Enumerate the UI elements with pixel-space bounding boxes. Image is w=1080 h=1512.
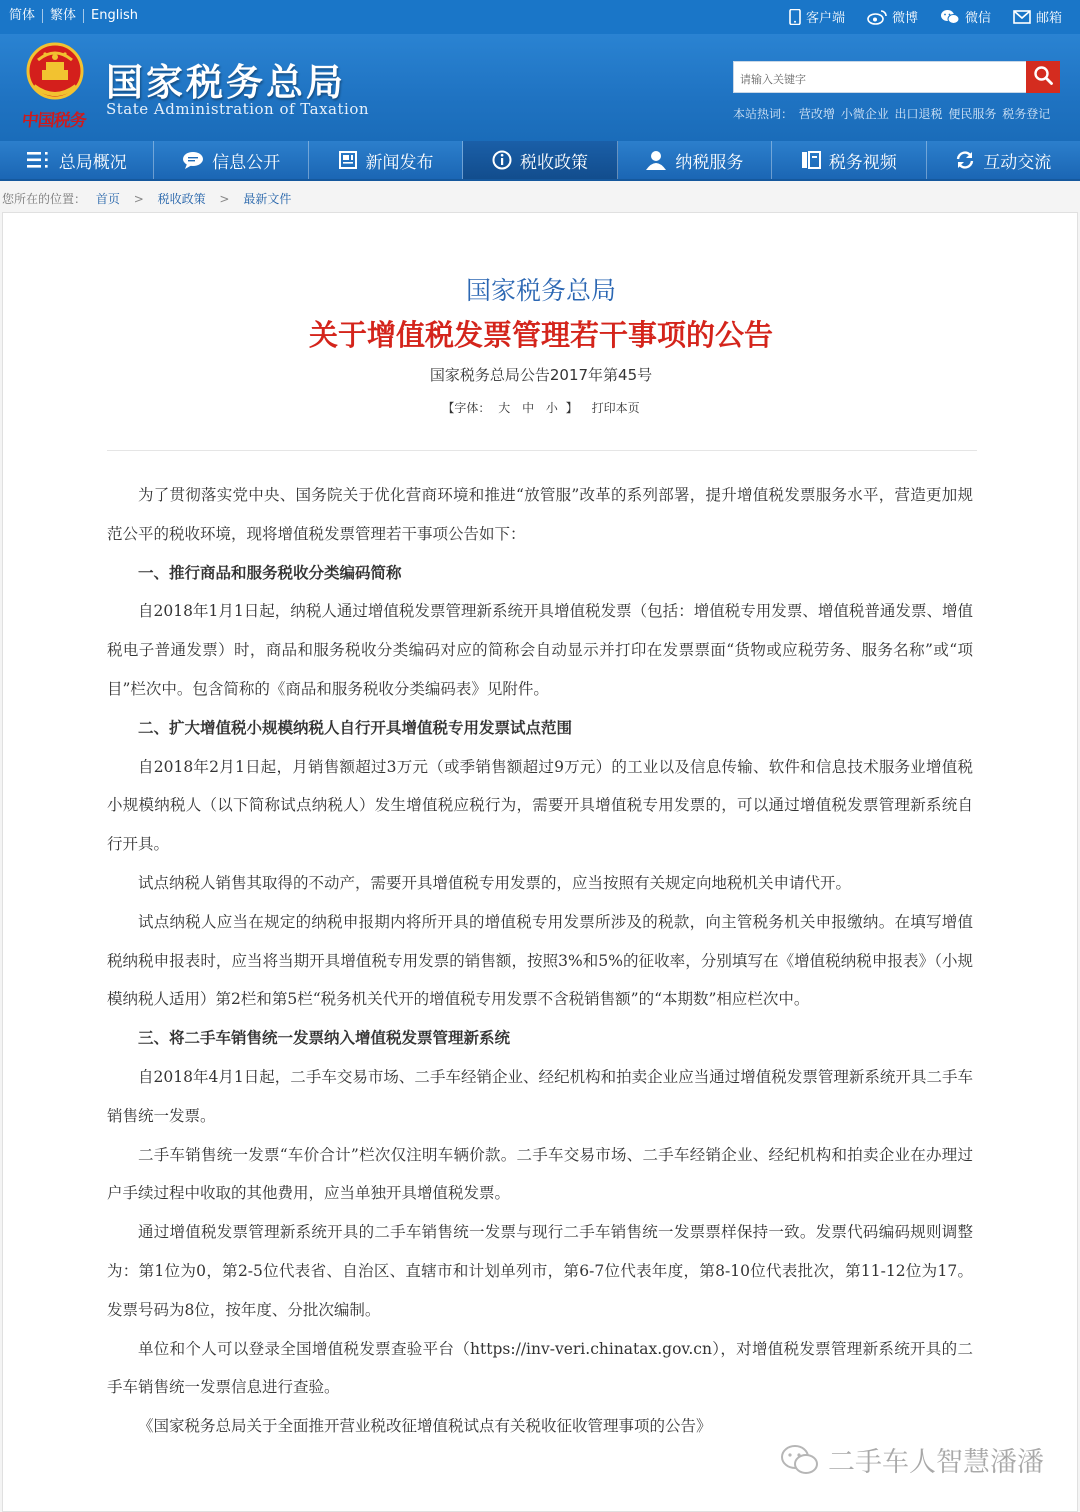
chat-icon — [182, 151, 204, 169]
article-paragraph: 二手车销售统一发票“车价合计”栏次仅注明车辆价款。二手车交易市场、二手车经销企业、经纪机构和拍卖企业在办理过户手续过程中收取的其他费用，应当单独开具增值税发票。 — [107, 1145, 973, 1203]
wechat-watermark-icon — [780, 1444, 820, 1476]
breadcrumb-home-link[interactable]: 首页 — [95, 192, 120, 206]
mail-link[interactable]: 邮箱 — [1013, 7, 1062, 26]
nav-item-interaction[interactable]: 互动交流 — [927, 141, 1080, 179]
hotword-link[interactable]: 便民服务 — [948, 107, 997, 121]
main-nav — [0, 141, 1080, 181]
site-header — [0, 34, 1080, 141]
language-switcher — [2, 9, 145, 23]
section-heading: 二、扩大增值税小规模纳税人自行开具增值税专用发票试点范围 — [138, 718, 573, 737]
top-links — [789, 7, 1062, 26]
article-paragraph: 为了贯彻落实党中央、国务院关于优化营商环境和推进“放管服”改革的系列部署，提升增值税发票服务水平，营造更加规范公平的税收环境，现将增值税发票管理若干事项公告如下： — [107, 486, 973, 543]
hotword-link[interactable]: 出口退税 — [894, 107, 943, 121]
wechat-icon — [940, 9, 960, 25]
print-page-link[interactable]: 打印本页 — [591, 401, 640, 415]
hotword-link[interactable]: 小微企业 — [840, 107, 889, 121]
hotword-link[interactable]: 营改增 — [798, 107, 835, 121]
article-org: 国家税务总局 — [465, 276, 616, 305]
wechat-link[interactable]: 微信 — [940, 7, 991, 26]
font-large-button[interactable]: 大 — [498, 401, 511, 415]
lang-traditional-link[interactable]: 繁体 — [43, 9, 84, 23]
weibo-icon — [867, 9, 887, 25]
font-small-button[interactable]: 小 — [545, 401, 558, 415]
info-icon — [492, 150, 512, 170]
article-paragraph: 自2018年1月1日起，纳税人通过增值税发票管理新系统开具增值税发票（包括：增值税专用发票、增值税普通发票、增值税电子普通发票）时，商品和服务税收分类编码对应的简称会自动显示并打印在发票票面“货物或应税劳务、服务名称”或“项目”栏次中。包含简称的《商品和服务税收分类编码表》见附件。 — [107, 602, 973, 698]
refresh-icon — [955, 151, 975, 169]
article-paragraph: 试点纳税人应当在规定的纳税申报期内将所开具的增值税专用发票所涉及的税款，向主管税务机关申报缴纳。在填写增值税纳税申报表时，应当将当期开具增值税专用发票的销售额，按照3%和5%的征收率，分别填写在《增值税纳税申报表》（小规模纳税人适用）第2栏和第5栏“税务机关代开的增值税专用发票不含税销售额”的“本期数”相应栏次中。 — [107, 912, 973, 1009]
phone-icon — [789, 9, 801, 25]
client-link[interactable]: 客户端 — [789, 7, 845, 26]
article-panel — [2, 212, 1078, 1512]
article-paragraph: 通过增值税发票管理新系统开具的二手车销售统一发票与现行二手车销售统一发票票样保持一致。发票代码编码规则调整为：第1位为0，第2-5位代表省、自治区、直辖市和计划单列市，第6-7位代表年度，第8-10位代表批次，第11-12位为17。发票号码为8位，按年度、分批次编制。 — [107, 1223, 973, 1319]
article-paragraph: 试点纳税人销售其取得的不动产，需要开具增值税专用发票的，应当按照有关规定向地税机关申请代开。 — [138, 873, 852, 892]
section-heading: 一、推行商品和服务税收分类编码简称 — [138, 563, 402, 582]
search-button[interactable] — [1026, 61, 1060, 93]
article-body — [107, 476, 973, 1446]
chinatax-logo-text: 中国税务 — [20, 111, 87, 131]
national-emblem-icon[interactable] — [22, 40, 88, 106]
article-paragraph: 自2018年2月1日起，月销售额超过3万元（或季销售额超过9万元）的工业以及信息传输、软件和信息技术服务业增值税小规模纳税人（以下简称试点纳税人）发生增值税应税行为，需要开具增值税专用发票的，可以通过增值税发票管理新系统自行开具。 — [107, 757, 973, 854]
hotword-link[interactable]: 税务登记 — [1002, 107, 1051, 121]
nav-item-taxpayer-service[interactable]: 纳税服务 — [618, 141, 772, 179]
news-icon — [338, 151, 358, 169]
lang-simplified-link[interactable]: 简体 — [2, 9, 43, 23]
user-icon — [645, 150, 667, 170]
site-title[interactable]: 国家税务总局 — [106, 60, 346, 104]
breadcrumb-latest-docs-link[interactable]: 最新文件 — [243, 192, 292, 206]
hot-words: 本站热词： 营改增 小微企业 出口退税 便民服务 税务登记 — [733, 107, 1051, 121]
weibo-link[interactable]: 微博 — [867, 7, 918, 26]
nav-item-tax-video[interactable]: 税务视频 — [772, 141, 926, 179]
divider — [107, 450, 977, 451]
article-paragraph: 《国家税务总局关于全面推开营业税改征增值税试点有关税收征收管理事项的公告》 — [138, 1417, 712, 1436]
nav-item-tax-policy[interactable]: 税收政策 — [463, 141, 617, 179]
video-icon — [801, 151, 821, 169]
breadcrumb: 您所在的位置： 首页 > 税收政策 > 最新文件 — [2, 192, 292, 206]
nav-item-overview[interactable]: 总局概况 — [0, 141, 154, 179]
lang-english-link[interactable]: English — [91, 8, 138, 23]
nav-item-info-disclosure[interactable]: 信息公开 — [154, 141, 308, 179]
section-heading: 三、将二手车销售统一发票纳入增值税发票管理新系统 — [138, 1029, 511, 1048]
search-icon — [1033, 65, 1053, 89]
article-paragraph: 自2018年4月1日起，二手车交易市场、二手车经销企业、经纪机构和拍卖企业应当通过增值税发票管理新系统开具二手车销售统一发票。 — [107, 1067, 973, 1125]
top-bar — [0, 0, 1080, 34]
breadcrumb-separator: > — [133, 192, 144, 206]
search-input[interactable]: 请输入关键字 — [733, 61, 1027, 93]
breadcrumb-separator: > — [219, 192, 230, 206]
menu-icon — [27, 151, 51, 169]
mail-icon — [1013, 10, 1031, 24]
site-title-en: State Administration of Taxation — [106, 100, 370, 118]
article-paragraph: 单位和个人可以登录全国增值税发票查验平台（https://inv-veri.chinatax.gov.cn），对增值税发票管理新系统开具的二手车销售统一发票信息进行查验。 — [107, 1339, 973, 1397]
article-title: 关于增值税发票管理若干事项的公告 — [308, 318, 773, 352]
breadcrumb-tax-policy-link[interactable]: 税收政策 — [157, 192, 206, 206]
nav-item-news[interactable]: 新闻发布 — [309, 141, 463, 179]
font-medium-button[interactable]: 中 — [522, 401, 535, 415]
font-size-toolbar: 【字体： 大 中 小 】 打印本页 — [442, 401, 640, 415]
watermark: 二手车人智慧潘潘 — [780, 1440, 1044, 1479]
article-doc-number: 国家税务总局公告2017年第45号 — [429, 366, 653, 384]
